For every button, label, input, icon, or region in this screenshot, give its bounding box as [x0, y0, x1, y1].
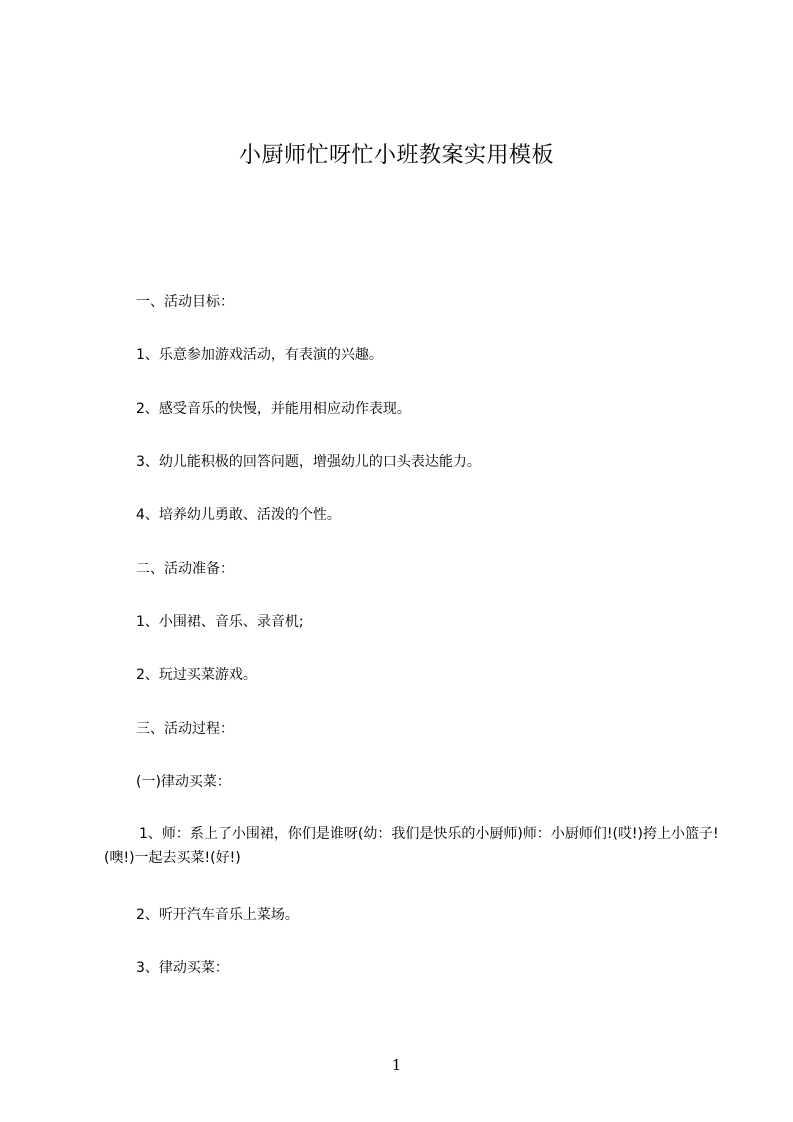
section-heading-preparation: 二、活动准备： — [136, 561, 234, 577]
paragraph-process-2: 2、听开汽车音乐上菜场。 — [136, 907, 299, 923]
section-heading-goals: 一、活动目标： — [136, 294, 234, 310]
paragraph-goal-4: 4、培养幼儿勇敢、活泼的个性。 — [136, 507, 341, 523]
paragraph-prep-2: 2、玩过买菜游戏。 — [136, 667, 257, 683]
document-title: 小厨师忙呀忙小班教案实用模板 — [238, 143, 554, 168]
paragraph-goal-2: 2、感受音乐的快慢，并能用相应动作表现。 — [136, 401, 411, 417]
paragraph-prep-1: 1、小围裙、音乐、录音机; — [136, 614, 304, 630]
paragraph-goal-3: 3、幼儿能积极的回答问题，增强幼儿的口头表达能力。 — [136, 454, 481, 470]
page-number: 1 — [391, 1056, 402, 1074]
subsection-heading-rhythm-shopping: (一)律动买菜： — [136, 774, 231, 790]
section-heading-process: 三、活动过程： — [136, 721, 234, 737]
paragraph-process-1: 1、师：系上了小围裙，你们是谁呀(幼：我们是快乐的小厨师)师：小厨师们!(哎!)挎上小篮子!(噢!)一起去买菜!(好!) — [104, 826, 719, 866]
paragraph-goal-1: 1、乐意参加游戏活动，有表演的兴趣。 — [136, 347, 383, 363]
paragraph-process-3: 3、律动买菜： — [136, 960, 229, 976]
